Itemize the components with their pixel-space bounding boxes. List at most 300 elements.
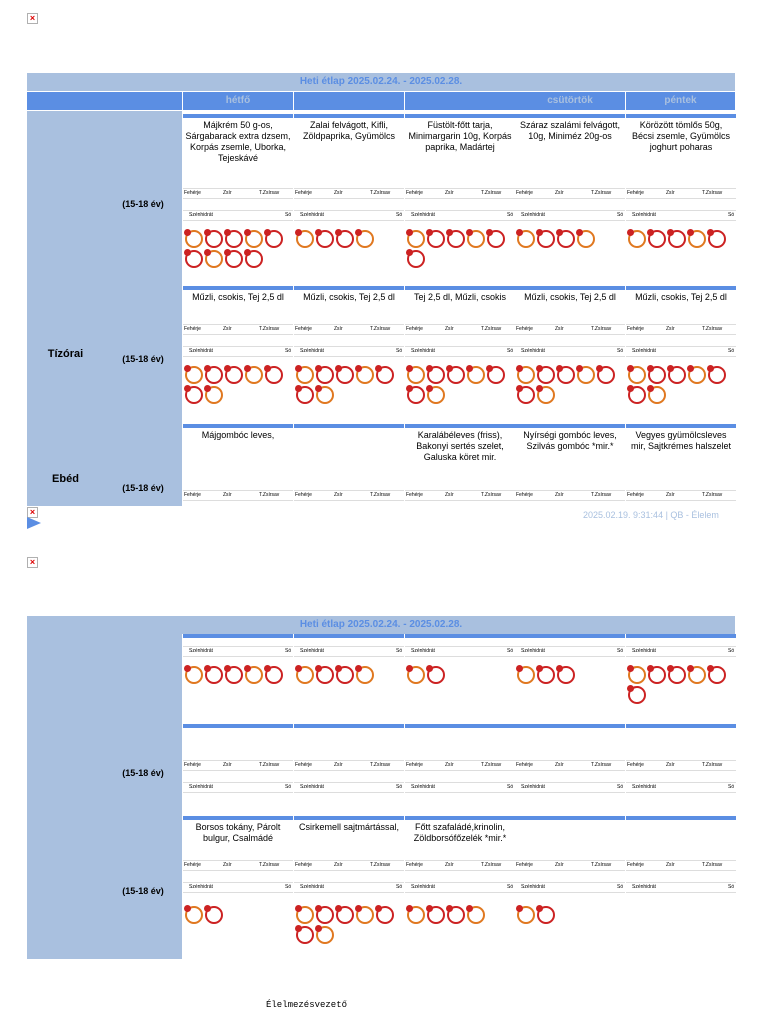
nutrient-label: T.Zsírsav [591, 190, 612, 196]
allergen-icon [205, 250, 223, 268]
allergen-icon [316, 666, 334, 684]
allergen-icon [407, 366, 425, 384]
nutrient-row [294, 490, 404, 501]
allergen-icon [537, 366, 555, 384]
meal-text: Füstölt-főtt tarja, Minimargarin 10g, Korpás paprika, Madártej [408, 120, 512, 152]
nutrient-label: T.Zsírsav [370, 862, 391, 868]
nutrient-label: Zsír [445, 862, 454, 868]
allergen-icon [185, 906, 203, 924]
menu-cell [183, 114, 293, 284]
nutrient-label: Szénhidrát [411, 648, 435, 654]
age-column [104, 111, 182, 506]
nutrient-row [183, 210, 293, 221]
age-group-label: (15-18 év) [122, 483, 164, 493]
nutrient-label: Zsír [666, 762, 675, 768]
page-title: Heti étlap 2025.02.24. - 2025.02.28. [27, 616, 735, 634]
allergen-icons [628, 366, 736, 404]
allergen-icon [316, 386, 334, 404]
nutrient-label: Szénhidrát [521, 784, 545, 790]
allergen-icon [577, 366, 595, 384]
meal-text [294, 428, 404, 476]
allergen-icon [185, 230, 203, 248]
nutrient-row [626, 188, 736, 199]
nutrient-label: Zsír [445, 190, 454, 196]
nutrient-label: Zsír [334, 492, 343, 498]
menu-cell [626, 114, 736, 284]
allergen-icon [648, 230, 666, 248]
meal-text [515, 820, 625, 858]
nutrient-label: Fehérje [627, 326, 644, 332]
allergen-icon [336, 906, 354, 924]
nutrient-label: Fehérje [295, 762, 312, 768]
nutrient-row [294, 210, 404, 221]
nutrient-label: Fehérje [184, 326, 201, 332]
allergen-icon [688, 230, 706, 248]
nutrient-label: Fehérje [406, 762, 423, 768]
nutrient-label: Szénhidrát [632, 348, 656, 354]
allergen-icon [427, 906, 445, 924]
allergen-icon [296, 926, 314, 944]
day-header-1 [294, 92, 404, 110]
allergen-icon [296, 366, 314, 384]
nutrient-label: T.Zsírsav [702, 492, 723, 498]
meal-text [626, 820, 736, 858]
nutrient-row [626, 324, 736, 335]
timestamp: 2025.02.19. 9:31:44 | QB - Élelem [583, 510, 719, 520]
allergen-icon [407, 666, 425, 684]
meal-text: Májkrém 50 g-os, Sárgabarack extra dzsem, Korpás zsemle, Uborka, Tejeskávé [185, 120, 291, 163]
nutrient-label: Zsír [666, 492, 675, 498]
allergen-icon [245, 250, 263, 268]
day-header-3: csütörtök [515, 92, 625, 110]
nutrient-row [405, 188, 515, 199]
menu-cell [183, 816, 293, 956]
nutrient-label: Szénhidrát [411, 212, 435, 218]
nutrient-row [294, 188, 404, 199]
allergen-icon [376, 366, 394, 384]
nutrient-label: Zsír [555, 190, 564, 196]
menu-cell [515, 724, 625, 812]
allergen-icon [407, 230, 425, 248]
nutrient-label: T.Zsírsav [259, 492, 280, 498]
allergen-icons [628, 666, 736, 704]
nutrient-row [626, 882, 736, 893]
nutrient-label: Zsír [445, 326, 454, 332]
nutrient-label: Fehérje [627, 190, 644, 196]
allergen-icon [648, 666, 666, 684]
nutrient-row [294, 882, 404, 893]
allergen-icon [225, 230, 243, 248]
nutrient-label: Szénhidrát [189, 212, 213, 218]
meal-text: Főtt szafaládé,krinolin, Zöldborsófőzelék *mir.* [413, 822, 507, 843]
nutrient-label: Zsír [334, 762, 343, 768]
nutrient-label: Zsír [223, 326, 232, 332]
allergen-icon [296, 230, 314, 248]
allergen-icon [537, 666, 555, 684]
nutrient-label: Zsír [445, 762, 454, 768]
day-header-4: péntek [626, 92, 735, 110]
nutrient-row [405, 860, 515, 871]
allergen-icon [487, 230, 505, 248]
nutrient-label: Szénhidrát [521, 884, 545, 890]
allergen-icon [517, 666, 535, 684]
nutrient-row [626, 210, 736, 221]
allergen-icons [185, 666, 293, 684]
menu-cell [405, 424, 515, 506]
nutrient-row [515, 490, 625, 501]
nutrient-label: Fehérje [295, 862, 312, 868]
nutrient-label: Só [617, 348, 624, 354]
nutrient-label: Fehérje [406, 492, 423, 498]
nutrient-label: Zsír [666, 862, 675, 868]
allergen-icon [557, 366, 575, 384]
allergen-icon [447, 366, 465, 384]
nutrient-row [405, 490, 515, 501]
bookmark-icon: × [27, 507, 39, 527]
nutrient-label: T.Zsírsav [702, 326, 723, 332]
nutrient-label: Szénhidrát [632, 648, 656, 654]
nutrient-label: Szénhidrát [300, 884, 324, 890]
allergen-icon [225, 666, 243, 684]
nutrient-label: T.Zsírsav [591, 762, 612, 768]
nutrient-label: Só [617, 212, 624, 218]
nutrient-label: Szénhidrát [632, 212, 656, 218]
nutrient-label: Fehérje [627, 492, 644, 498]
allergen-icon [407, 386, 425, 404]
allergen-icons [185, 906, 293, 924]
allergen-icon [296, 666, 314, 684]
meal-text: Nyírségi gombóc leves, Szilvás gombóc *mir.* [523, 430, 617, 451]
allergen-icon [688, 666, 706, 684]
nutrient-row [183, 490, 293, 501]
allergen-icon [628, 666, 646, 684]
nutrient-row [405, 210, 515, 221]
allergen-icon [225, 366, 243, 384]
nutrient-label: Só [285, 884, 292, 890]
allergen-icon [205, 386, 223, 404]
allergen-icon [447, 906, 465, 924]
allergen-icon [205, 366, 223, 384]
allergen-icon [407, 250, 425, 268]
nutrient-label: Fehérje [295, 190, 312, 196]
nutrient-row [515, 346, 625, 357]
allergen-icons [517, 366, 625, 404]
allergen-icon [648, 386, 666, 404]
allergen-icon [356, 366, 374, 384]
allergen-icons [296, 906, 404, 944]
allergen-icon [467, 366, 485, 384]
nutrient-row [405, 782, 515, 793]
allergen-icon [628, 686, 646, 704]
age-group-label: (15-18 év) [122, 768, 164, 778]
nutrient-label: Só [396, 648, 403, 654]
age-column [104, 634, 182, 959]
allergen-icon [185, 666, 203, 684]
allergen-icon [336, 366, 354, 384]
allergen-icon [336, 666, 354, 684]
nutrient-label: Só [728, 884, 735, 890]
nutrient-label: Só [728, 348, 735, 354]
meal-text: Körözött tömlős 50g, Bécsi zsemle, Gyümölcs joghurt poharas [631, 120, 731, 152]
nutrient-label: Só [285, 648, 292, 654]
nutrient-row [183, 188, 293, 199]
menu-cell [294, 816, 404, 956]
meal-text: Borsos tokány, Párolt bulgur, Csalmádé [195, 822, 281, 843]
nutrient-label: Zsír [223, 862, 232, 868]
allergen-icon [708, 366, 726, 384]
allergen-icons [407, 666, 515, 684]
nutrient-label: Zsír [555, 862, 564, 868]
nutrient-label: Szénhidrát [411, 884, 435, 890]
nutrient-label: Fehérje [184, 492, 201, 498]
nutrient-label: Fehérje [627, 762, 644, 768]
nutrient-label: Szénhidrát [189, 348, 213, 354]
nutrient-label: Só [617, 784, 624, 790]
nutrient-row [626, 760, 736, 771]
nutrient-row [515, 188, 625, 199]
nutrient-row [626, 646, 736, 657]
nutrient-label: Só [728, 648, 735, 654]
nutrient-row [626, 782, 736, 793]
allergen-icons [407, 230, 515, 268]
nutrient-row [515, 760, 625, 771]
nutrient-label: T.Zsírsav [370, 762, 391, 768]
allergen-icon [517, 366, 535, 384]
allergen-icons [517, 906, 625, 924]
nutrient-label: T.Zsírsav [259, 326, 280, 332]
allergen-icons [296, 666, 404, 684]
allergen-icon [668, 666, 686, 684]
nutrient-label: T.Zsírsav [481, 190, 502, 196]
meal-text: Tej 2,5 dl, Műzli, csokis [413, 292, 507, 302]
nutrient-label: Szénhidrát [411, 784, 435, 790]
allergen-icon [537, 906, 555, 924]
nutrient-label: Zsír [555, 326, 564, 332]
nutrient-label: Fehérje [516, 326, 533, 332]
menu-cell [294, 724, 404, 812]
allergen-icon [708, 666, 726, 684]
allergen-icon [557, 666, 575, 684]
signature-label: Élelmezésvezető [266, 1000, 348, 1010]
menu-cell [405, 114, 515, 284]
menu-cell [626, 724, 736, 812]
meal-text: Műzli, csokis, Tej 2,5 dl [524, 292, 616, 302]
nutrient-label: T.Zsírsav [481, 762, 502, 768]
meal-text: Műzli, csokis, Tej 2,5 dl [303, 292, 395, 302]
nutrient-row [294, 860, 404, 871]
allergen-icon [205, 230, 223, 248]
day-header-blank [27, 92, 104, 110]
nutrient-label: Só [507, 884, 514, 890]
age-group-label: (15-18 év) [122, 886, 164, 896]
nutrient-label: T.Zsírsav [370, 190, 391, 196]
nutrient-label: Szénhidrát [521, 348, 545, 354]
nutrient-label: Szénhidrát [300, 784, 324, 790]
nutrient-row [183, 882, 293, 893]
allergen-icon [205, 906, 223, 924]
allergen-icon [537, 230, 555, 248]
allergen-icon [668, 230, 686, 248]
nutrient-label: T.Zsírsav [702, 762, 723, 768]
menu-cell [626, 816, 736, 956]
nutrient-label: Só [285, 212, 292, 218]
nutrient-row [405, 324, 515, 335]
menu-cell [405, 286, 515, 422]
allergen-icon [245, 366, 263, 384]
menu-cell [294, 286, 404, 422]
allergen-icon [628, 386, 646, 404]
nutrient-label: Só [396, 348, 403, 354]
meal-text: Vegyes gyümölcsleves mir, Sajtkrémes halszelet [630, 430, 732, 451]
menu-cell [183, 724, 293, 812]
nutrient-row [183, 646, 293, 657]
meal-label-tizorai: Tízórai [47, 348, 84, 360]
nutrient-label: Fehérje [516, 190, 533, 196]
allergen-icon [628, 230, 646, 248]
allergen-icons [407, 906, 515, 924]
allergen-icon [447, 230, 465, 248]
nutrient-label: T.Zsírsav [591, 862, 612, 868]
nutrient-label: Fehérje [295, 326, 312, 332]
nutrient-row [183, 324, 293, 335]
nutrient-label: Szénhidrát [411, 348, 435, 354]
allergen-icon [427, 366, 445, 384]
nutrient-label: Fehérje [627, 862, 644, 868]
allergen-icon [688, 366, 706, 384]
nutrient-row [294, 346, 404, 357]
nutrient-label: T.Zsírsav [370, 492, 391, 498]
broken-image-icon: × [27, 557, 38, 568]
nutrient-label: Zsír [555, 762, 564, 768]
allergen-icon [316, 230, 334, 248]
nutrient-label: Só [396, 884, 403, 890]
nutrient-label: T.Zsírsav [591, 492, 612, 498]
nutrient-label: Zsír [223, 190, 232, 196]
meal-label-ebed: Ebéd [52, 473, 79, 485]
allergen-icon [517, 386, 535, 404]
menu-cell [405, 724, 515, 812]
nutrient-label: Só [728, 784, 735, 790]
allergen-icon [577, 230, 595, 248]
nutrient-label: Szénhidrát [189, 648, 213, 654]
nutrient-label: T.Zsírsav [702, 862, 723, 868]
nutrient-label: Zsír [334, 862, 343, 868]
nutrient-label: Zsír [445, 492, 454, 498]
nutrient-label: Zsír [666, 190, 675, 196]
menu-cell [405, 816, 515, 956]
nutrient-label: Só [507, 212, 514, 218]
nutrient-label: Só [507, 348, 514, 354]
allergen-icon [557, 230, 575, 248]
allergen-icon [628, 366, 646, 384]
nutrient-row [515, 324, 625, 335]
allergen-icon [427, 386, 445, 404]
day-header-blank [104, 92, 182, 110]
nutrient-label: Zsír [223, 492, 232, 498]
nutrient-row [294, 324, 404, 335]
nutrient-label: T.Zsírsav [370, 326, 391, 332]
menu-cell [183, 286, 293, 422]
allergen-icon [356, 906, 374, 924]
nutrient-label: T.Zsírsav [481, 326, 502, 332]
allergen-icon [407, 906, 425, 924]
allergen-icon [336, 230, 354, 248]
nutrient-label: Zsír [334, 190, 343, 196]
allergen-icon [265, 366, 283, 384]
nutrient-row [405, 882, 515, 893]
nutrient-label: Zsír [334, 326, 343, 332]
page-title: Heti étlap 2025.02.24. - 2025.02.28. [27, 73, 735, 91]
allergen-icon [185, 386, 203, 404]
nutrient-row [626, 490, 736, 501]
menu-cell [515, 816, 625, 956]
nutrient-label: Só [285, 348, 292, 354]
allergen-icon [205, 666, 223, 684]
menu-cell [515, 286, 625, 422]
nutrient-row [183, 860, 293, 871]
nutrient-row [515, 210, 625, 221]
allergen-icon [316, 366, 334, 384]
allergen-icon [487, 366, 505, 384]
allergen-icon [265, 230, 283, 248]
allergen-icons [517, 230, 625, 248]
nutrient-label: Szénhidrát [189, 884, 213, 890]
nutrient-label: T.Zsírsav [481, 862, 502, 868]
nutrient-label: Só [507, 784, 514, 790]
nutrient-label: Fehérje [406, 190, 423, 196]
nutrient-row [515, 882, 625, 893]
nutrient-label: T.Zsírsav [591, 326, 612, 332]
allergen-icons [517, 666, 625, 684]
allergen-icon [245, 230, 263, 248]
nutrient-label: Szénhidrát [300, 648, 324, 654]
allergen-icon [537, 386, 555, 404]
day-header-2 [405, 92, 515, 110]
allergen-icon [597, 366, 615, 384]
allergen-icon [427, 230, 445, 248]
nutrient-label: Fehérje [406, 326, 423, 332]
nutrient-label: Fehérje [295, 492, 312, 498]
allergen-icon [648, 366, 666, 384]
allergen-icon [668, 366, 686, 384]
nutrient-label: Só [617, 884, 624, 890]
nutrient-label: Só [728, 212, 735, 218]
nutrient-label: Só [617, 648, 624, 654]
nutrient-label: Fehérje [184, 190, 201, 196]
nutrient-label: T.Zsírsav [259, 862, 280, 868]
allergen-icon [467, 230, 485, 248]
meal-text: Műzli, csokis, Tej 2,5 dl [192, 292, 284, 302]
nutrient-label: Só [396, 212, 403, 218]
allergen-icon [316, 906, 334, 924]
nutrient-label: Fehérje [184, 862, 201, 868]
menu-cell [515, 424, 625, 506]
allergen-icon [245, 666, 263, 684]
meal-text: Májgombóc leves, [201, 430, 275, 440]
allergen-icon [225, 250, 243, 268]
menu-cell [626, 286, 736, 422]
nutrient-label: Só [396, 784, 403, 790]
allergen-icons [296, 366, 404, 404]
menu-cell [515, 114, 625, 284]
allergen-icons [185, 366, 293, 404]
meal-text: Csirkemell sajtmártással, [298, 822, 400, 832]
nutrient-label: Fehérje [516, 762, 533, 768]
nutrient-label: Só [285, 784, 292, 790]
nutrient-row [405, 646, 515, 657]
menu-cell [294, 114, 404, 284]
day-header-0: hétfő [183, 92, 293, 110]
